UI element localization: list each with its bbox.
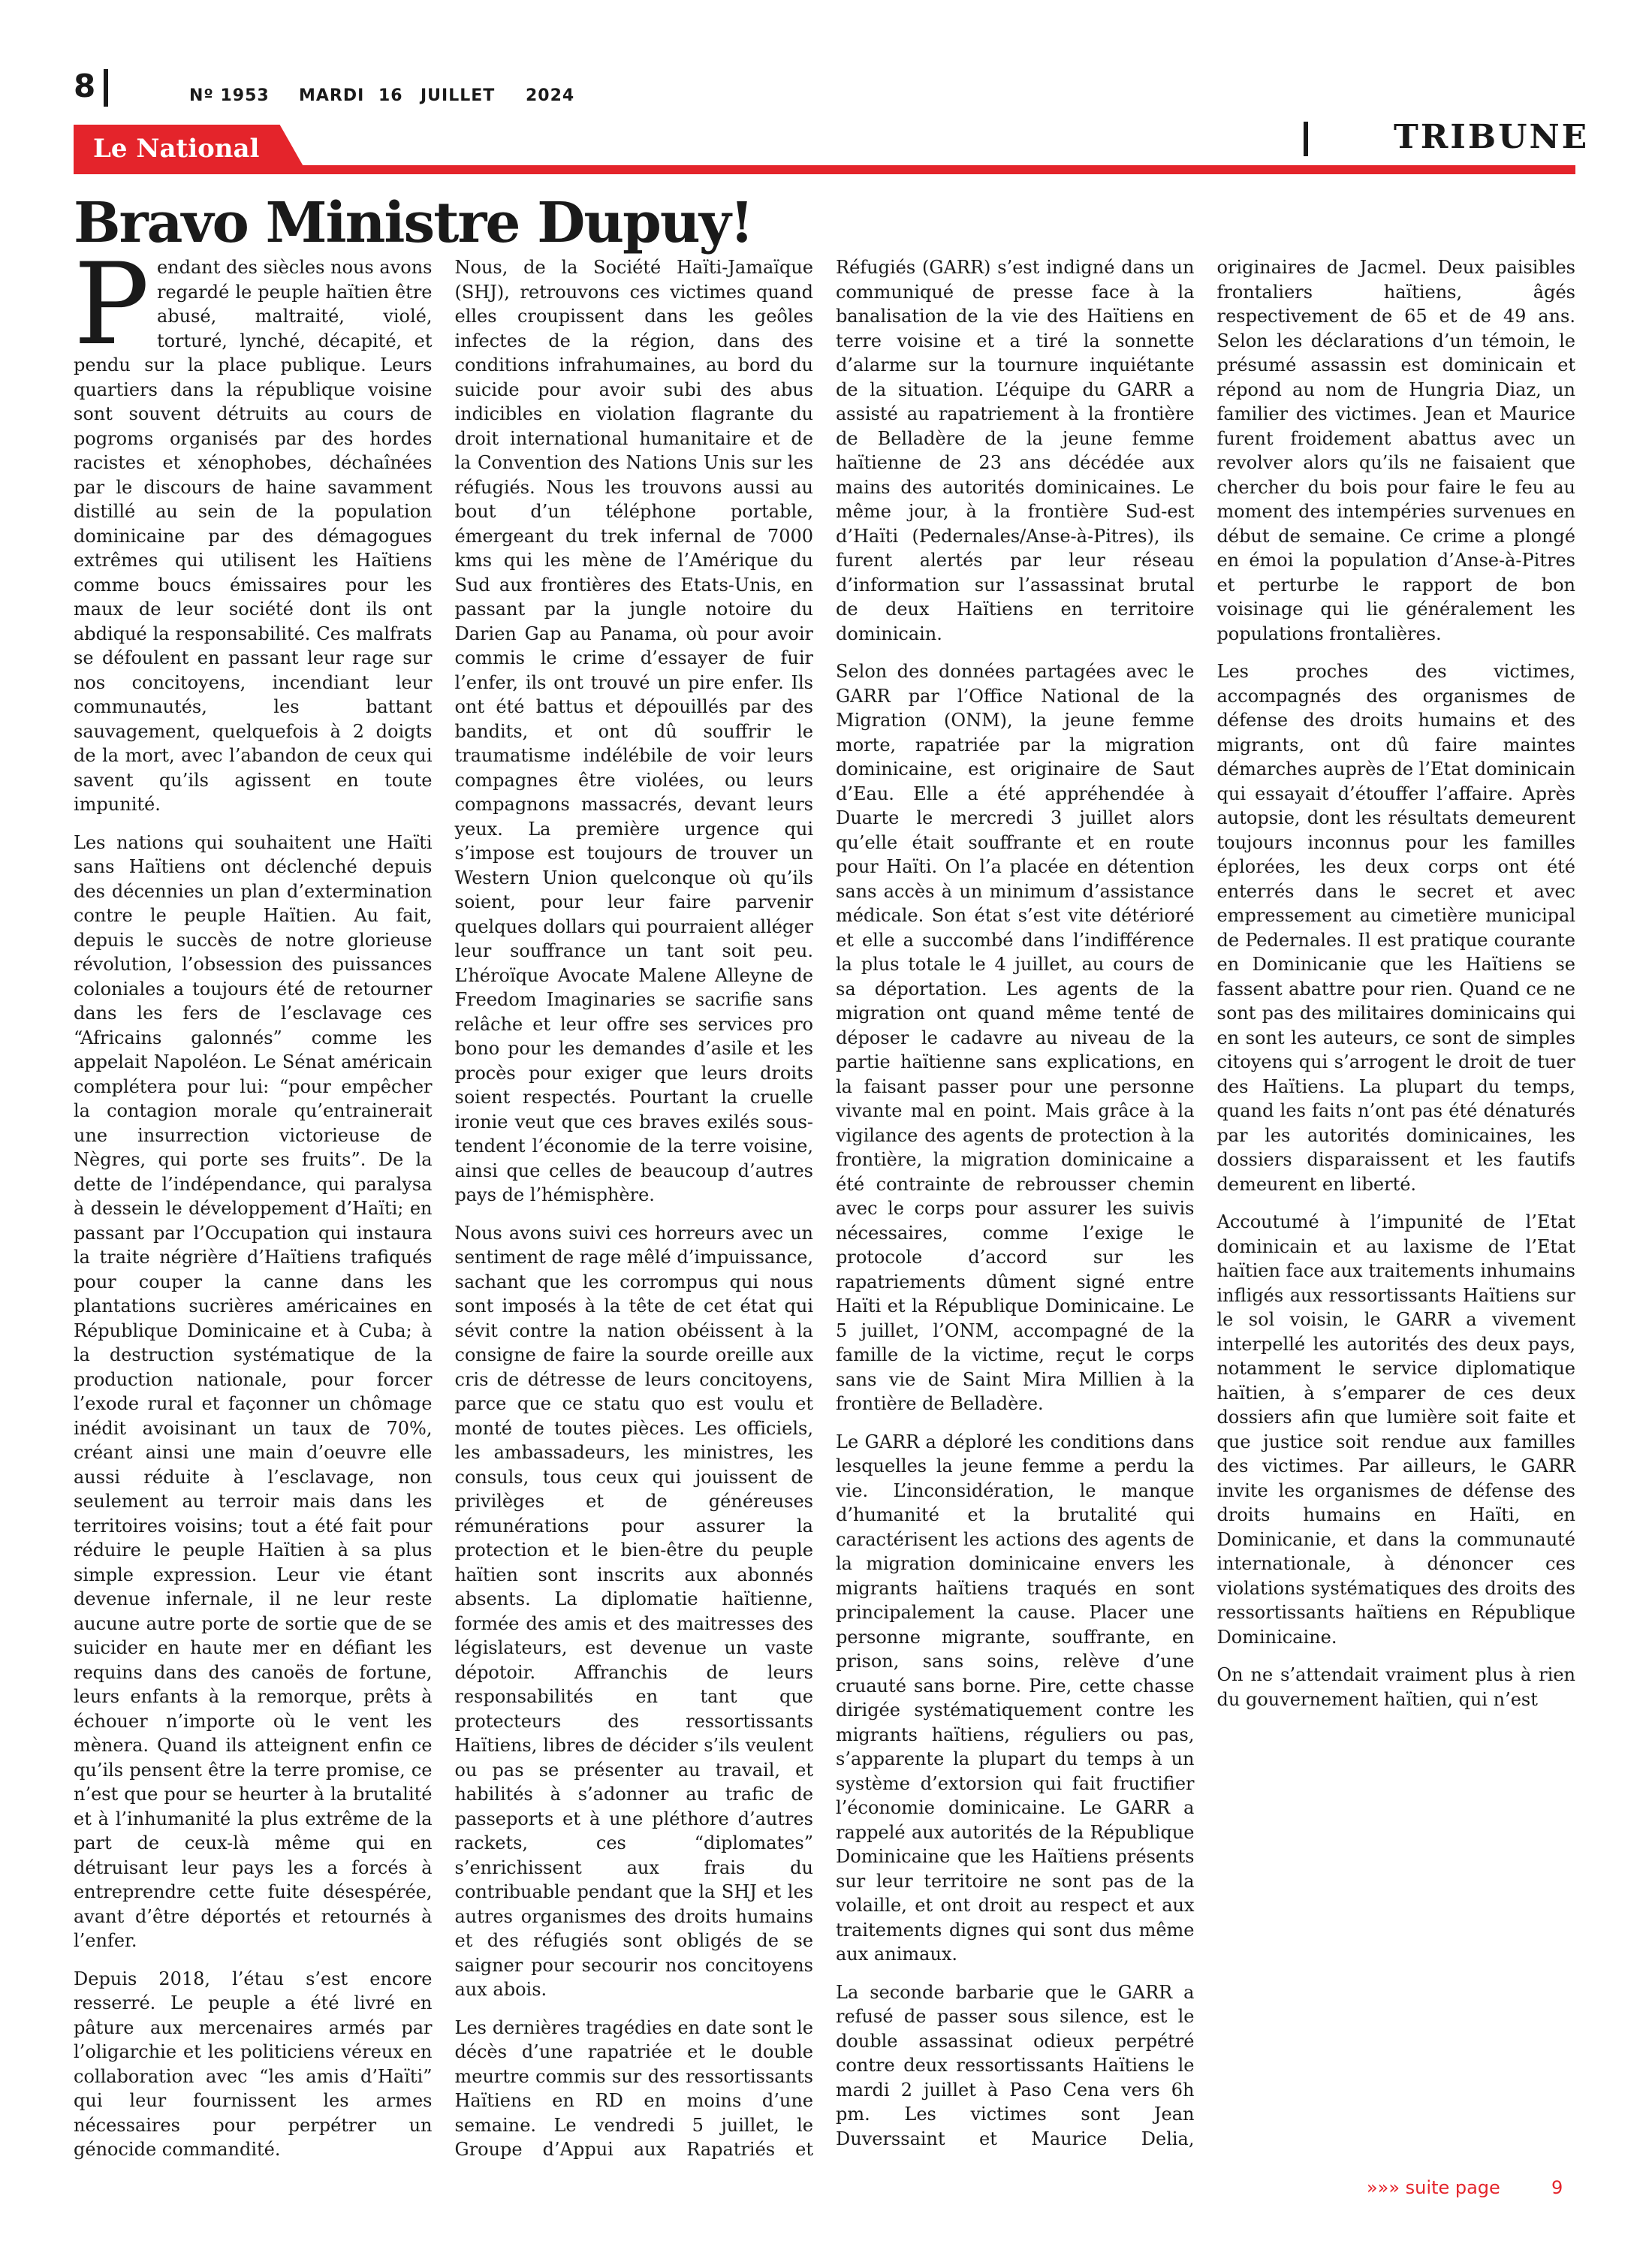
page-number: 8 [74,68,96,104]
page-number-divider [104,69,108,107]
continued-page-number: 9 [1551,2177,1563,2198]
issue-year: 2024 [526,86,575,105]
newspaper-brand: Le National [93,134,260,164]
issue-number: Nº 1953 [189,86,270,105]
article-paragraph: Les nations qui souhaitent une Haïti sans Haïtiens ont déclenché depuis des décennies un plan d’extermination contre le peuple Haïtien. Au fait, depuis le succès de notre glorieuse révolution, l’obsession des puissances coloniales a toujours été de retourner dans les fers de l’esclavage ces “Africains galonnés” comme les appelait Napoléon. Le Sénat américain complétera pour lui: “pour empêcher la contagion morale qu’entrainerait une insurrection victorieuse de Nègres, qui porte ses fruits”. De la dette de l’indépendance, qui paralysa à dessein le développement d’Haïti; en passant par l’Occupation qui instaura la traite négrière d’Haïtiens trafiqués pour couper la canne dans les plantations sucrières américaines en République Dominicaine et à Cuba; à la destruction systématique de la production nationale, pour forcer l’exode rural et façonner un chômage inédit avoisinant un taux de 70%, créant ainsi une main d’oeuvre elle aussi réduite à l’esclavage, non seulement au terroir mais dans les territoires voisins; tout a été fait pour réduire le peuple Haïtien à sa plus simple expression. Leur vie étant devenue infernale, il ne leur reste aucune autre porte de sortie que de se suicider en haute mer en défiant les requins dans des canoës de fortune, leurs enfants à la remorque, prêts à échouer n’importe où le vent les mènera. Quand ils atteignent enfin ce qu’ils pensent être la terre promise, ce n’est que pour se heurter à la brutalité et à l’inhumanité la plus extrême de la part de ceux-là même qui en détruisant leur pays les a forcés à entreprendre cette fuite désespérée, avant d’être déportés et retournés à l’enfer. [74,831,433,1951]
issue-date: 16 [378,86,403,105]
section-title: TRIBUNE [1394,118,1590,156]
article-paragraph: La seconde barbarie que le GARR a refusé de passer sous silence, est le double assassinat odieux perpétré contre deux ressortissants Haïtiens le mardi 2 juillet à Paso Cena vers 6h pm. Les victimes sont Jean Duverssaint et Maurice Delia, originaires de Jacmel. Deux paisibles frontaliers haïtiens, âgés respectivement de 65 et de 49 ans. Selon les déclarations d’un témoin, le présumé assassin est dominicain et répond au nom de Hungria Diaz, un familier des victimes. Jean et Maurice furent froidement abattus avec un revolver alors qu’ils ne faisaient que chercher du bois pour faire le feu au moment des intempéries survenues en début de semaine. Ce crime a plongé en émoi la population d’Anse-à-Pitres et perturbe le rapport de bon voisinage qui lie généralement les populations frontalières. [836,257,1575,2149]
issue-month: JUILLET [421,86,496,105]
article-body [74,240,1575,2163]
article-paragraph: Les dernières tragédies en date sont le décès d’une rapatriée et le double meurtre commis sur des ressortissants Haïtiens en RD en moins d’une semaine. Le vendredi 5 juillet, le Groupe d’Appui aux Rapatriés et Réfugiés (GARR) s’est indigné dans un communiqué de presse face à la banalisation de la vie des Haïtiens en terre voisine et a tiré la sonnette d’alarme sur la tournure inquiétante de la situation. L’équipe du GARR a assisté au rapatriement à la frontière de Belladère de la jeune femme haïtienne de 23 ans décédée aux mains des autorités dominicaines. Le même jour, à la frontière Sud-est d’Haïti (Pedernales/Anse-à-Pitres), ils furent alertés par leur réseau d’information sur l’assassinat brutal de deux Haïtiens en territoire dominicain. [454,257,1195,2160]
section-divider [1304,122,1308,156]
issue-day: MARDI [299,86,365,105]
article-paragraph: Depuis 2018, l’étau s’est encore resserré. Le peuple a été livré en pâture aux mercenaires armés par l’oligarchie et les politiciens véreux en collaboration avec “les amis d’Haïti” qui leur fournissent les armes nécessaires pour perpétrer un génocide commandité. [74,1968,433,2160]
continued-on-label: »»» suite page [1367,2177,1500,2198]
article-headline: Bravo Ministre Dupuy! [74,191,753,255]
article-paragraph: Pendant des siècles nous avons regardé le peuple haïtien être abusé, maltraité, violé, torturé, lynché, décapité, et pendu sur la place publique. Leurs quartiers dans la république voisine sont souvent détruits au cours de pogroms organisés par des hordes racistes et xénophobes, déchaînées par le discours de haine savamment distillé au sein de la population dominicaine par des démagogues extrêmes qui utilisent les Haïtiens comme boucs émissaires pour les maux de leur société dont ils ont abdiqué la responsabilité. Ces malfrats se défoulent en passant leur rage sur nos concitoyens, incendiant leur communautés, les battant sauvagement, quelquefois à 2 doigts de la mort, avec l’abandon de ceux qui savent qu’ils agissent en toute impunité. [74,240,433,815]
article-paragraph: On ne s’attendait vraiment plus à rien du gouvernement haïtien, qui n’est [1216,1664,1575,1710]
article-paragraph: Selon des données partagées avec le GARR par l’Office National de la Migration (ONM), la jeune femme morte, rapatriée par la migration dominicaine, est originaire de Saut d’Eau. Elle a été appréhendée à Duarte le mercredi 3 juillet alors qu’elle était souffrante et en route pour Haïti. On l’a placée en détention sans accès à un minimum d’assistance médicale. Son état s’est vite détérioré et elle a succombé dans l’indifférence la plus totale le 4 juillet, au cours de sa déportation. Les agents de la migration ont quand même tenté de déposer le cadavre au niveau de la partie haïtienne sans explications, en la faisant passer pour une personne vivante mal en point. Mais grâce à la vigilance des agents de protection à la frontière, la migration dominicaine a été contrainte de rebrousser chemin avec le corps pour assurer les suivis nécessaires, comme l’exige le protocole d’accord sur les rapatriements dûment signé entre Haïti et la République Dominicaine. Le 5 juillet, l’ONM, accompagné de la famille de la victime, reçut le corps sans vie de Saint Mira Millien à la frontière de Belladère. [836,661,1195,1414]
article-paragraph: Le GARR a déploré les conditions dans lesquelles la jeune femme a perdu la vie. L’inconsidération, le manque d’humanité et la brutalité qui caractérisent les actions des agents de la migration dominicaine envers les migrants haïtiens traqués en sont principalement la cause. Placer une personne migrante, souffrante, en prison, sans soins, relève d’une cruauté sans borne. Pire, cette chasse dirigée systématiquement contre les migrants haïtiens, réguliers ou pas, s’apparente la plupart du temps à un système d’extorsion qui fait fructifier l’économie dominicaine. Le GARR a rappelé aux autorités de la République Dominicaine que les Haïtiens présents sur leur territoire ne sont pas de la volaille, et ont droit au respect et aux traitements dignes qui sont dus même aux animaux. [836,1431,1195,1965]
article-paragraph: Nous, de la Société Haïti-Jamaïque (SHJ), retrouvons ces victimes quand elles croupissent dans les geôles infectes de la région, dans des conditions infrahumaines, au bord du suicide pour avoir subi des abus indicibles en violation flagrante du droit international humanitaire et de la Convention des Nations Unis sur les réfugiés. Nous les trouvons aussi au bout d’un téléphone portable, émergeant du trek infernal de 7000 kms qui les mène de l’Amérique du Sud aux frontières des Etats-Unis, en passant par la jungle notoire du Darien Gap au Panama, où pour avoir commis le crime d’essayer de fuir l’enfer, ils ont trouvé un pire enfer. Ils ont été battus et dépouillés par des bandits, et ont dû souffrir le traumatisme indélébile de voir leurs compagnes être violées, ou leurs compagnons massacrés, devant leurs yeux. La première urgence qui s’impose est toujours de trouver un Western Union quelconque où qu’ils soient, pour leur faire parvenir quelques dollars qui pourraient alléger leur souffrance un tant soit peu. L’héroïque Avocate Malene Alleyne de Freedom Imaginaries se sacrifie sans relâche et leur offre ses services pro bono pour les demandes d’asile et les procès pour exiger que leurs droits soient respectés. Pourtant la cruelle ironie veut que ces braves exilés sous-tendent l’économie de la terre voisine, ainsi que celles de beaucoup d’autres pays de l’hémisphère. [454,257,813,1205]
article-paragraph: Nous avons suivi ces horreurs avec un sentiment de rage mêlé d’impuissance, sachant que les corrompus qui nous sont imposés à la tête de cet état qui sévit contre la nation obéissent à la consigne de faire la sourde oreille aux cris de détresse de leurs concitoyens, parce que ce statu quo est voulu et monté de toutes pièces. Les officiels, les ambassadeurs, les ministres, les consuls, tous ceux qui jouissent de privilèges et de généreuses rémunérations pour assurer la protection et le bien-être du peuple haïtien sont inscrits aux abonnés absents. La diplomatie haïtienne, formée des amis et des maitresses des législateurs, est devenue un vaste dépotoir. Affranchis de leurs responsabilités en tant que protecteurs des ressortissants Haïtiens, libres de décider s’ils veulent ou pas se présenter au travail, et habilités à s’adonner au trafic de passeports et à une pléthore d’autres rackets, ces “diplomates” s’enrichissent aux frais du contribuable pendant que la SHJ et les autres organismes des droits humains et des réfugiés sont obligés de se saigner pour secourir nos concitoyens aux abois. [454,1222,813,2000]
article-paragraph: Accoutumé à l’impunité de l’Etat dominicain et au laxisme de l’Etat haïtien face aux traitements inhumains infligés aux ressortissants Haïtiens sur le sol voisin, le GARR a vivement interpellé les autorités des deux pays, notamment le service diplomatique haïtien, à s’emparer de ces deux dossiers afin que lumière soit faite et que justice soit rendue aux familles des victimes. Par ailleurs, le GARR invite les organismes de défense des droits humains en Haïti, en Dominicanie, et dans la communauté internationale, à dénoncer ces violations systématiques des droits des ressortissants haïtiens en République Dominicaine. [1216,1211,1575,1648]
article-paragraph: Les proches des victimes, accompagnés des organismes de défense des droits humains et des migrants, ont dû faire maintes démarches auprès de l’Etat dominicain qui essayait d’étouffer l’affaire. Après autopsie, dont les résultats demeurent toujours inconnus pour les familles éplorées, les deux corps ont été enterrés dans le secret et avec empressement au cimetière municipal de Pedernales. Il est pratique courante en Dominicanie que les Haïtiens se fassent abattre pour rien. Quand ce ne sont pas des militaires dominicains qui en sont les auteurs, ce sont de simples citoyens qui s’arrogent le droit de tuer des Haïtiens. La plupart du temps, quand les faits n’ont pas été dénaturés par les autorités dominicaines, les dossiers disparaissent et les fautifs demeurent en liberté. [1216,661,1575,1195]
drop-cap: P [74,240,149,370]
